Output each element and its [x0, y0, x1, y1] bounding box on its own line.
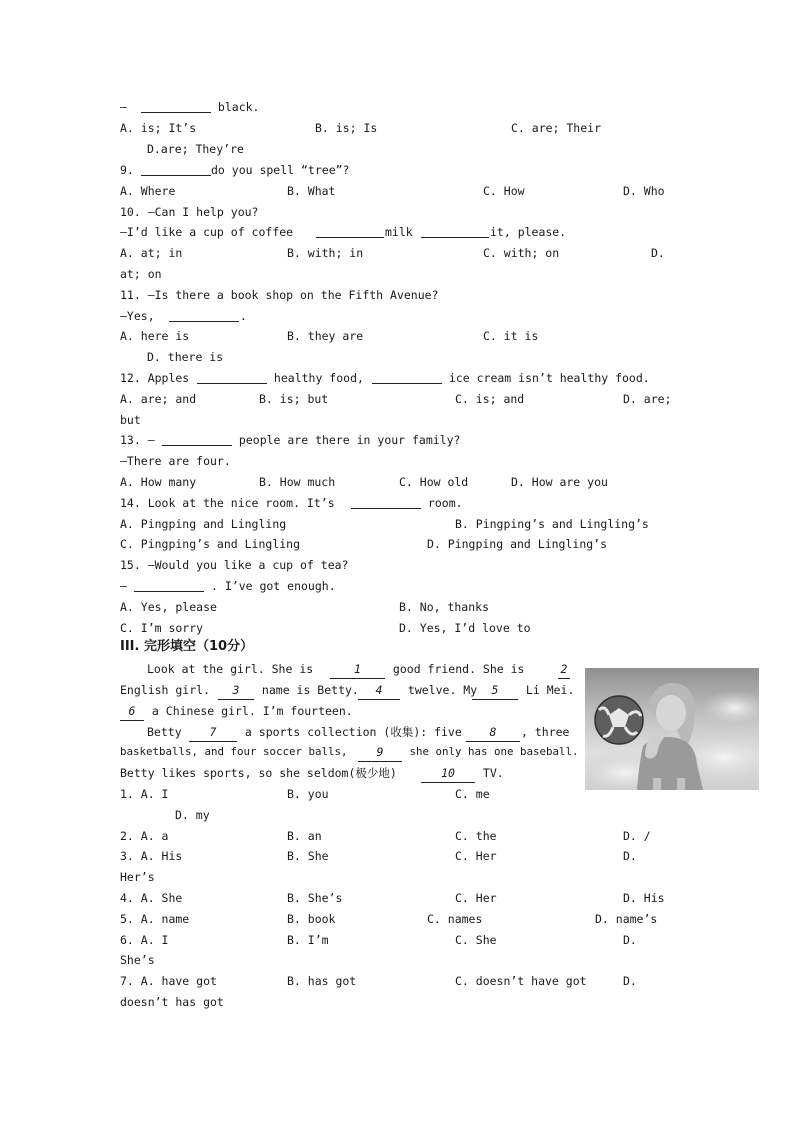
- q15-blank: [134, 576, 204, 596]
- passage-text: a Chinese girl. I’m fourteen.: [145, 704, 353, 718]
- q12-blank-1: [197, 368, 267, 388]
- q14-option-c: C. Pingping’s and Lingling: [120, 537, 301, 551]
- cloze-1-option-d: D. my: [175, 808, 210, 822]
- q12-option-b: B. is; but: [259, 392, 329, 406]
- cloze-blank-1: [330, 659, 385, 679]
- passage-text: English girl.: [120, 683, 217, 697]
- passage-text: Look at the girl. She is: [147, 662, 321, 676]
- cloze-3-option-d-text: Her’s: [120, 870, 155, 884]
- cloze-6-option-c: C. She: [455, 933, 497, 947]
- q14-option-b: B. Pingping’s and Lingling’s: [455, 517, 649, 531]
- girl-with-soccer-ball-photo: [585, 668, 759, 790]
- q10-blank-2: [421, 222, 489, 242]
- cloze-7-option-d-text: doesn’t has got: [120, 995, 224, 1009]
- cloze-blank-10: [421, 763, 475, 783]
- q10-line2-mid: milk: [385, 225, 420, 239]
- cloze-blank-1-number: 1: [330, 660, 385, 679]
- q8-option-b: B. is; Is: [315, 121, 378, 135]
- q13-option-c: C. How old: [399, 475, 469, 489]
- photo-illustration: [585, 668, 759, 790]
- section-3-title: III. 完形填空（10分）: [120, 639, 254, 654]
- q10-line2-tail: it, please.: [490, 225, 567, 239]
- passage-text: she only has one baseball.: [403, 745, 579, 758]
- q8-option-d: D.are; They’re: [147, 142, 244, 156]
- passage-text: name is Betty.: [255, 683, 366, 697]
- q13-blank: [162, 430, 232, 450]
- cloze-7-option-b: B. has got: [287, 974, 357, 988]
- cloze-6-option-d-text: She’s: [120, 953, 155, 967]
- passage-text: good friend. She is: [386, 662, 532, 676]
- q13-option-a: A. How many: [120, 475, 197, 489]
- q11-line1: 11. —Is there a book shop on the Fifth Avenue?: [120, 288, 439, 302]
- passage-text: Betty: [147, 725, 189, 739]
- q11-option-d: D. there is: [147, 350, 224, 364]
- q9-blank: [141, 160, 211, 180]
- cloze-1-option-c: C. me: [455, 787, 490, 801]
- q9-option-b: B. What: [287, 184, 336, 198]
- cloze-blank-2-number: 2: [558, 660, 570, 679]
- cloze-2-option-b: B. an: [287, 829, 322, 843]
- q12-option-a: A. are; and: [120, 392, 197, 406]
- q12-option-d-text: but: [120, 413, 141, 427]
- q8-dash: —: [120, 100, 127, 114]
- q13-line2: —There are four.: [120, 454, 231, 468]
- cloze-blank-3: [218, 680, 254, 700]
- cloze-1-option-a: 1. A. I: [120, 787, 169, 801]
- cloze-blank-6-number: 6: [120, 702, 144, 721]
- cloze-blank-4-number: 4: [358, 681, 400, 700]
- q15-option-c: C. I’m sorry: [120, 621, 204, 635]
- q11-option-a: A. here is: [120, 329, 190, 343]
- q14-line-head: 14. Look at the nice room. It’s: [120, 496, 342, 510]
- q13-option-b: B. How much: [259, 475, 336, 489]
- cloze-6-option-a: 6. A. I: [120, 933, 169, 947]
- cloze-3-option-c: C. Her: [455, 849, 497, 863]
- cloze-blank-8: [466, 722, 520, 742]
- q15-option-d: D. Yes, I’d love to: [399, 621, 531, 635]
- q9-option-d: D. Who: [623, 184, 665, 198]
- cloze-blank-7-number: 7: [189, 723, 237, 742]
- cloze-3-option-b: B. She: [287, 849, 329, 863]
- q10-option-d-text: at; on: [120, 267, 162, 281]
- q12-option-d: D. are;: [623, 392, 672, 406]
- q8-option-a: A. is; It’s: [120, 121, 197, 135]
- q11-line2-head: —Yes,: [120, 309, 162, 323]
- q10-line1: 10. —Can I help you?: [120, 205, 259, 219]
- passage-text: twelve. My: [401, 683, 485, 697]
- cloze-blank-9: [358, 742, 402, 762]
- q9-option-c: C. How: [483, 184, 525, 198]
- q14-option-d: D. Pingping and Lingling’s: [427, 537, 608, 551]
- cloze-4-option-b: B. She’s: [287, 891, 343, 905]
- cloze-blank-5-number: 5: [472, 681, 518, 700]
- q8-stem-tail: black.: [211, 100, 260, 114]
- passage-text: Li Mei.: [519, 683, 575, 697]
- q15-option-b: B. No, thanks: [399, 600, 490, 614]
- q9-option-a: A. Where: [120, 184, 176, 198]
- q15-line2-head: —: [120, 579, 127, 593]
- cloze-4-option-a: 4. A. She: [120, 891, 183, 905]
- cloze-7-option-c: C. doesn’t have got: [455, 974, 587, 988]
- cloze-blank-2: [558, 659, 570, 679]
- q12-line-head: 12. Apples: [120, 371, 197, 385]
- q13-option-d: D. How are you: [511, 475, 608, 489]
- q15-line1: 15. —Would you like a cup of tea?: [120, 558, 349, 572]
- cloze-blank-6: [120, 701, 144, 721]
- q10-option-a: A. at; in: [120, 246, 183, 260]
- cloze-5-option-c: C. names: [427, 912, 483, 926]
- passage-text: Betty likes sports, so she seldom(极少地): [120, 766, 404, 780]
- cloze-5-option-b: B. book: [287, 912, 336, 926]
- q10-option-d: D.: [651, 246, 665, 260]
- passage-text: basketballs, and four soccer balls,: [120, 745, 355, 758]
- cloze-3-option-d: D.: [623, 849, 637, 863]
- cloze-blank-7: [189, 722, 237, 742]
- q12-line-tail: ice cream isn’t healthy food.: [442, 371, 650, 385]
- cloze-5-option-a: 5. A. name: [120, 912, 190, 926]
- passage-text: a sports collection (收集): five: [238, 725, 469, 739]
- q12-option-c: C. is; and: [455, 392, 525, 406]
- q13-line1-tail: people are there in your family?: [232, 433, 461, 447]
- q15-line2-tail: . I’ve got enough.: [211, 579, 336, 593]
- q12-blank-2: [372, 368, 442, 388]
- q11-blank: [169, 306, 239, 326]
- cloze-blank-9-number: 9: [358, 743, 402, 762]
- cloze-2-option-c: C. the: [455, 829, 497, 843]
- q14-line-tail: room.: [421, 496, 463, 510]
- q8-option-c: C. are; Their: [511, 121, 602, 135]
- q10-line2-head: —I’d like a cup of coffee: [120, 225, 301, 239]
- passage-text: TV.: [476, 766, 504, 780]
- q10-option-b: B. with; in: [287, 246, 364, 260]
- cloze-4-option-c: C. Her: [455, 891, 497, 905]
- cloze-5-option-d: D. name’s: [595, 912, 658, 926]
- q12-line-mid: healthy food,: [267, 371, 371, 385]
- cloze-3-option-a: 3. A. His: [120, 849, 183, 863]
- q11-option-c: C. it is: [483, 329, 539, 343]
- passage-text: , three: [521, 725, 570, 739]
- q14-option-a: A. Pingping and Lingling: [120, 517, 287, 531]
- cloze-blank-3-number: 3: [218, 681, 254, 700]
- q11-line2-tail: .: [240, 309, 247, 323]
- cloze-4-option-d: D. His: [623, 891, 665, 905]
- cloze-blank-8-number: 8: [466, 723, 520, 742]
- cloze-blank-10-number: 10: [421, 764, 475, 783]
- cloze-6-option-b: B. I’m: [287, 933, 329, 947]
- q10-blank-1: [316, 222, 384, 242]
- cloze-7-option-d: D.: [623, 974, 637, 988]
- cloze-2-option-d: D. /: [623, 829, 651, 843]
- q14-blank: [351, 493, 421, 513]
- cloze-blank-5: [472, 680, 518, 700]
- cloze-blank-4: [358, 680, 400, 700]
- cloze-7-option-a: 7. A. have got: [120, 974, 217, 988]
- cloze-6-option-d: D.: [623, 933, 637, 947]
- q13-line1-head: 13. —: [120, 433, 155, 447]
- q8-blank: [141, 97, 211, 117]
- q10-option-c: C. with; on: [483, 246, 560, 260]
- cloze-2-option-a: 2. A. a: [120, 829, 169, 843]
- q9-number: 9.: [120, 163, 134, 177]
- q15-option-a: A. Yes, please: [120, 600, 217, 614]
- q9-stem-tail: do you spell “tree”?: [211, 163, 350, 177]
- cloze-1-option-b: B. you: [287, 787, 329, 801]
- q11-option-b: B. they are: [287, 329, 364, 343]
